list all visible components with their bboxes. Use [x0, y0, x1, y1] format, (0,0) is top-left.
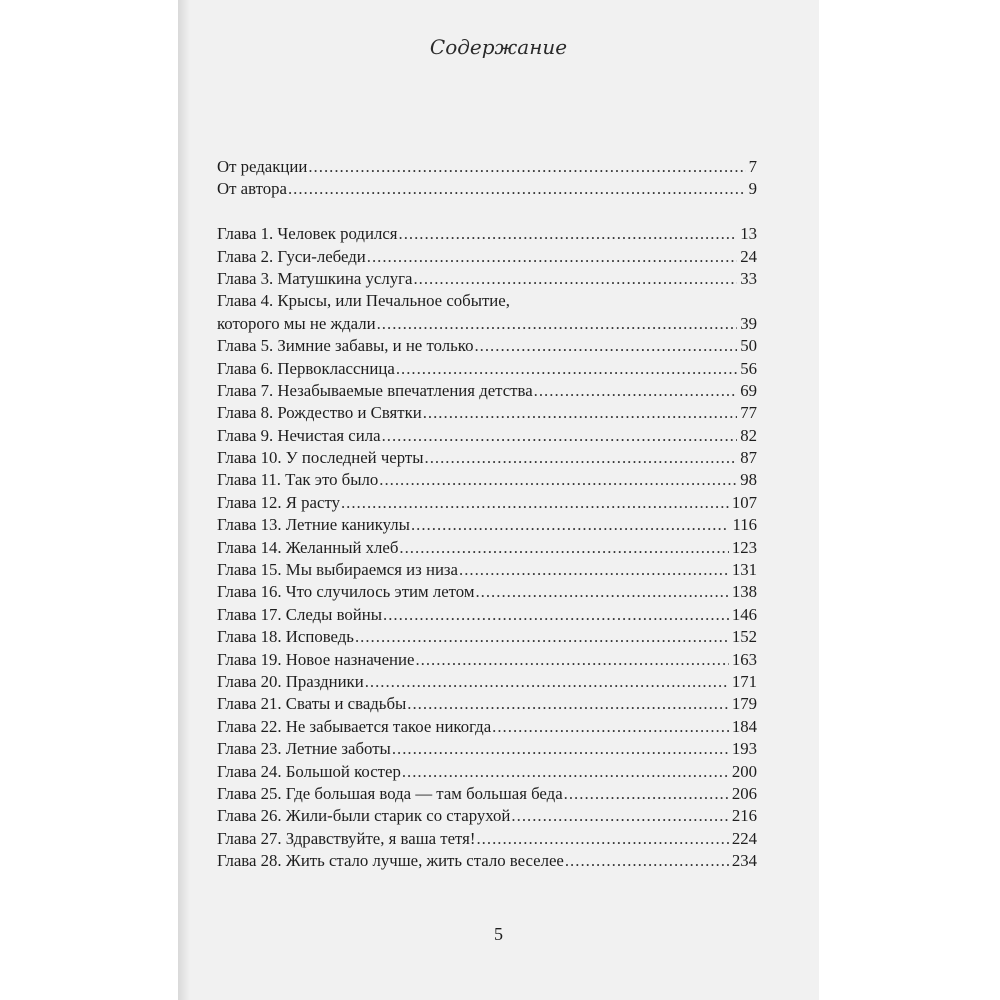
toc-entry-page: 7 [748, 157, 757, 176]
toc-entry-label: Глава 11. Так это было [217, 470, 379, 490]
toc-entry-page: 163 [731, 649, 757, 669]
dot-leader [399, 537, 728, 559]
toc-entry-page: 123 [731, 537, 757, 557]
dot-leader [341, 492, 729, 514]
toc-entry-page: 24 [740, 246, 757, 266]
dot-leader [382, 425, 738, 447]
toc-entry [217, 380, 757, 402]
toc-entry [217, 514, 757, 536]
toc-entry [217, 492, 757, 514]
toc-entry [217, 402, 757, 424]
dot-leader [367, 246, 737, 268]
dot-leader [392, 738, 729, 760]
toc-entry-label: Глава 27. Здравствуйте, я ваша тетя! [217, 828, 476, 848]
dot-leader [423, 402, 738, 424]
toc-entry [217, 738, 757, 760]
toc-entry [217, 447, 757, 469]
toc-entry-page: 234 [731, 851, 757, 871]
toc-entry [217, 783, 757, 805]
toc-entry [217, 828, 757, 850]
toc-entry-label: Глава 4. Крысы, или Печальное событие, [217, 291, 510, 311]
toc-entry-page: 69 [740, 380, 757, 400]
toc-entry-label: Глава 10. У последней черты [217, 448, 424, 468]
book-page [178, 0, 819, 1000]
toc-entry-label: Глава 13. Летние каникулы [217, 515, 410, 535]
toc-entry-label: Глава 6. Первоклассница [217, 358, 395, 378]
dot-leader [365, 671, 729, 693]
page-gutter-shadow [178, 0, 190, 1000]
dot-leader [413, 268, 737, 290]
toc-entry [217, 246, 757, 268]
section-gap [217, 201, 757, 223]
toc-entry [217, 581, 757, 603]
dot-leader [288, 178, 746, 200]
toc-entry-label: Глава 19. Новое назначение [217, 649, 415, 669]
toc-entry [217, 671, 757, 693]
toc-entry-page: 152 [731, 627, 757, 647]
toc-entry-page: 9 [748, 179, 757, 199]
toc-entry-label: Глава 15. Мы выбираемся из низа [217, 560, 459, 580]
dot-leader [407, 693, 729, 715]
dot-leader [534, 380, 738, 402]
toc-entry-label: Глава 5. Зимние забавы, и не только [217, 336, 474, 356]
page-number: 5 [494, 924, 503, 944]
toc-entry-page: 146 [731, 604, 757, 624]
toc-entry [217, 761, 757, 783]
toc-entry [217, 805, 757, 827]
toc-entry [217, 626, 757, 648]
toc-entry-page: 224 [731, 828, 757, 848]
toc-entry-page: 13 [740, 224, 757, 244]
dot-leader [459, 559, 729, 581]
dot-leader [474, 335, 737, 357]
toc-entry-page: 98 [740, 470, 757, 490]
toc-entry-page: 206 [731, 783, 757, 803]
toc-entry-page: 171 [731, 671, 757, 691]
toc-entry [217, 156, 757, 178]
toc-entry-label: Глава 17. Следы войны [217, 604, 383, 624]
toc-entry-page: 131 [731, 560, 757, 580]
toc-entry-label: Глава 14. Желанный хлеб [217, 537, 399, 557]
toc-entry-label: Глава 24. Большой костер [217, 761, 401, 781]
toc-entry [217, 649, 757, 671]
toc-entry-label: От редакции [217, 157, 308, 176]
dot-leader [511, 805, 728, 827]
toc-entry [217, 358, 757, 380]
toc-entry-page: 82 [740, 425, 757, 445]
toc-entry-label: которого мы не ждали [217, 313, 376, 333]
toc-entry-page: 184 [731, 716, 757, 736]
dot-leader [396, 358, 737, 380]
toc-entry-page: 179 [731, 694, 757, 714]
toc-entry-page: 216 [731, 806, 757, 826]
toc-entry-label: Глава 18. Исповедь [217, 627, 354, 647]
toc-entry-page: 116 [732, 515, 757, 535]
dot-leader [476, 828, 728, 850]
dot-leader [475, 581, 728, 603]
toc-entry-label: Глава 12. Я расту [217, 492, 340, 512]
toc-entry [217, 425, 757, 447]
page-title: Содержание [429, 35, 568, 59]
dot-leader [564, 783, 729, 805]
toc-entry [217, 716, 757, 738]
dot-leader [411, 514, 729, 536]
dot-leader [425, 447, 738, 469]
toc-entry [217, 223, 757, 245]
toc-entry-page: 50 [740, 336, 757, 356]
toc-entry [217, 537, 757, 559]
toc-entry [217, 559, 757, 581]
toc-entry-label: Глава 25. Где большая вода — там большая беда [217, 783, 563, 803]
toc-entry-page: 56 [740, 358, 757, 378]
dot-leader [402, 761, 729, 783]
dot-leader [415, 649, 728, 671]
toc-entry-label: Глава 2. Гуси-лебеди [217, 246, 366, 266]
toc-entry-page: 77 [740, 403, 757, 423]
toc-entry-label: Глава 22. Не забывается такое никогда [217, 716, 492, 736]
dot-leader [379, 469, 737, 491]
toc-entry-page: 138 [731, 582, 757, 602]
toc-entry-label: Глава 20. Праздники [217, 671, 364, 691]
toc-entry [217, 178, 757, 200]
toc-entry-label: Глава 1. Человек родился [217, 224, 398, 244]
toc-entry-label: Глава 23. Летние заботы [217, 739, 391, 759]
toc-entry-label: Глава 21. Сваты и свадьбы [217, 694, 407, 714]
dot-leader [308, 156, 745, 178]
toc-entry-label: Глава 3. Матушкина услуга [217, 268, 413, 288]
toc-entry-label: Глава 28. Жить стало лучше, жить стало веселее [217, 851, 564, 871]
toc-entry [217, 693, 757, 715]
dot-leader [377, 313, 738, 335]
toc-entry-page: 33 [740, 268, 757, 288]
toc-entry [217, 469, 757, 491]
toc-entry-label: От автора [217, 179, 287, 199]
toc-entry [217, 604, 757, 626]
toc-entry-label: Глава 16. Что случилось этим летом [217, 582, 475, 602]
toc-entry [217, 850, 757, 872]
toc-entry [217, 268, 757, 290]
toc-entry-page: 200 [731, 761, 757, 781]
dot-leader [383, 604, 729, 626]
toc-entry [217, 313, 757, 335]
toc-entry [217, 335, 757, 357]
dot-leader [355, 626, 729, 648]
table-of-contents [217, 156, 757, 873]
dot-leader [399, 223, 738, 245]
toc-entry-label: Глава 7. Незабываемые впечатления детства [217, 380, 533, 400]
toc-entry-label: Глава 9. Нечистая сила [217, 425, 381, 445]
toc-entry-page: 87 [740, 448, 757, 468]
toc-entry-page: 107 [731, 492, 757, 512]
dot-leader [492, 716, 729, 738]
toc-entry-label: Глава 26. Жили-были старик со старухой [217, 806, 511, 826]
toc-entry-label: Глава 8. Рождество и Святки [217, 403, 422, 423]
dot-leader [565, 850, 729, 872]
toc-entry-page: 193 [731, 739, 757, 759]
toc-entry-page: 39 [740, 313, 757, 333]
toc-entry-first-line [217, 290, 757, 312]
